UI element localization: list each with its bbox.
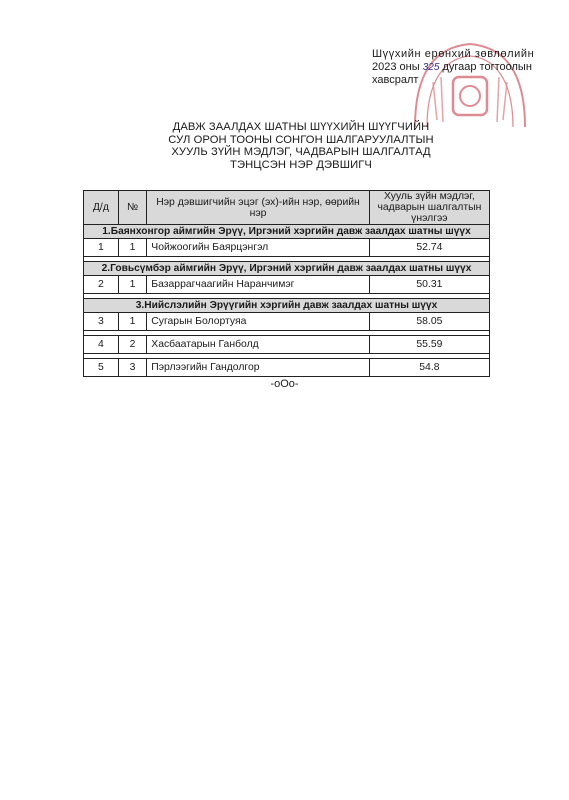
cell-no: 1 xyxy=(118,313,146,331)
annex-resolution-text: дугаар тогтоолын xyxy=(442,61,532,73)
cell-no: 1 xyxy=(118,239,146,257)
end-mark: -oOo- xyxy=(270,378,299,390)
annex-year: 2023 оны xyxy=(372,61,420,73)
annex-reference xyxy=(372,48,548,87)
section-title: 2.Говьсүмбэр аймгийн Эрүү, Иргэний хэргийн давж заалдах шатны шүүх xyxy=(84,262,490,276)
cell-dd: 2 xyxy=(84,276,119,294)
title-line-2: СУЛ ОРОН ТООНЫ СОНГОН ШАЛГАРУУЛАЛТЫН xyxy=(168,133,434,146)
resolution-number: 325 xyxy=(422,62,440,73)
section-row xyxy=(84,225,490,239)
cell-score: 54.8 xyxy=(369,359,489,377)
results-table xyxy=(83,190,490,377)
cell-score: 52.74 xyxy=(369,239,489,257)
annex-line-3: хавсралт xyxy=(372,74,419,86)
section-row xyxy=(84,299,490,313)
cell-no: 1 xyxy=(118,276,146,294)
table-row xyxy=(84,313,490,331)
section-title: 3.Нийслэлийн Эрүүгийн хэргийн давж заалдах шатны шүүх xyxy=(84,299,490,313)
cell-no: 2 xyxy=(118,336,146,354)
cell-no: 3 xyxy=(118,359,146,377)
title-line-1: ДАВЖ ЗААЛДАХ ШАТНЫ ШҮҮХИЙН ШҮҮГЧИЙН xyxy=(172,121,430,133)
annex-line-2 xyxy=(372,61,548,74)
cell-name: Сугарын Болортуяа xyxy=(147,313,370,331)
cell-dd: 1 xyxy=(84,239,119,257)
document-title xyxy=(150,121,452,171)
section-row xyxy=(84,262,490,276)
cell-dd: 5 xyxy=(84,359,119,377)
table-header-row xyxy=(84,191,490,225)
cell-score: 55.59 xyxy=(369,336,489,354)
cell-score: 50.31 xyxy=(369,276,489,294)
cell-name: Пэрлээгийн Гандолгор xyxy=(147,359,370,377)
table-row xyxy=(84,336,490,354)
annex-line-1: Шүүхийн ерөнхий зөвлөлийн xyxy=(372,48,535,60)
header-name: Нэр дэвшигчийн эцэг (эх)-ийн нэр, өөрийн нэр xyxy=(147,191,370,225)
cell-dd: 4 xyxy=(84,336,119,354)
section-title: 1.Баянхонгор аймгийн Эрүү, Иргэний хэргийн давж заалдах шатны шүүх xyxy=(84,225,490,239)
header-dd: Д/д xyxy=(84,191,119,225)
table-row xyxy=(84,359,490,377)
table-row xyxy=(84,276,490,294)
cell-dd: 3 xyxy=(84,313,119,331)
cell-score: 58.05 xyxy=(369,313,489,331)
header-no: № xyxy=(118,191,146,225)
cell-name: Базаррагчаагийн Наранчимэг xyxy=(147,276,370,294)
cell-name: Хасбаатарын Ганболд xyxy=(147,336,370,354)
title-line-4: ТЭНЦСЭН НЭР ДЭВШИГЧ xyxy=(230,158,372,171)
cell-name: Чойжоогийн Баярцэнгэл xyxy=(147,239,370,257)
title-line-3: ХУУЛЬ ЗҮЙН МЭДЛЭГ, ЧАДВАРЫН ШАЛГАЛТАД xyxy=(171,146,431,159)
table-row xyxy=(84,239,490,257)
header-score: Хууль зүйн мэдлэг, чадварын шалгалтын үнэлгээ xyxy=(369,191,489,225)
